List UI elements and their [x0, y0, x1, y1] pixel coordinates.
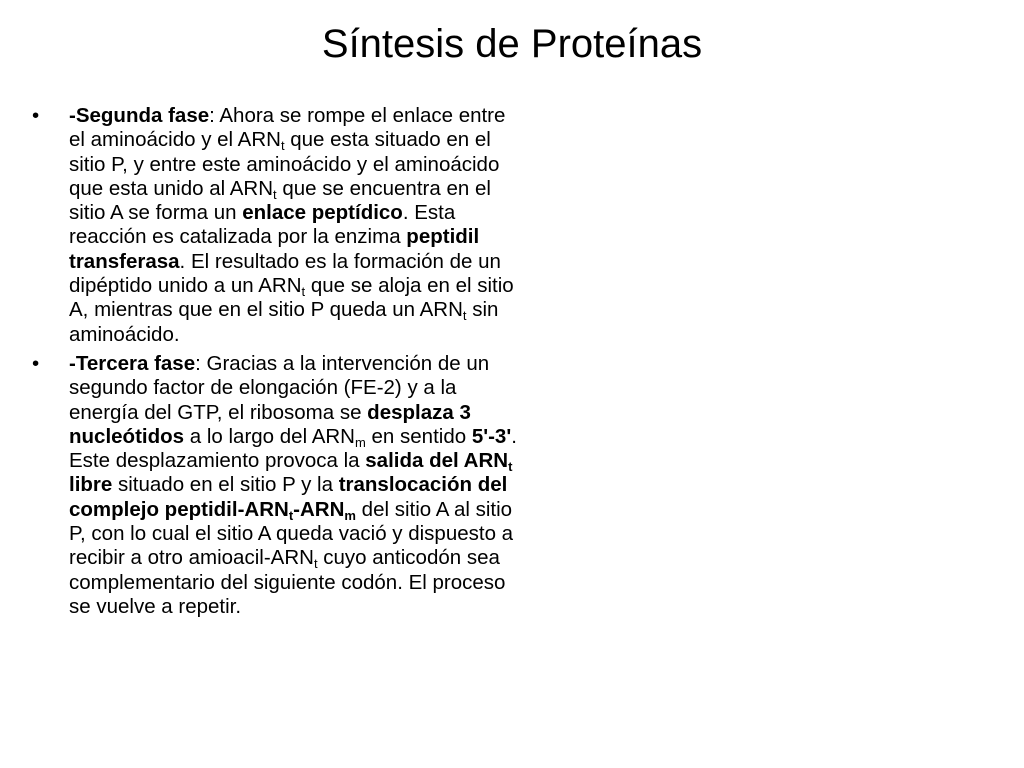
text-run: . Este desplazamiento provoca la: [69, 424, 517, 473]
text-run: en sentido: [365, 424, 472, 448]
bold-run: peptidil transferasa: [69, 225, 480, 273]
text-run: situado en el sitio P y la: [112, 473, 339, 497]
text-run: cuyo anticodón sea complementario del siguiente codón. El proceso se vuelve a repetir.: [69, 546, 506, 618]
bullet-text: [69, 352, 517, 618]
text-run: que esta situado en el sitio P, y entre este aminoácido y el aminoácido que esta unido al ARN: [69, 128, 500, 200]
bold-run: libre: [69, 473, 113, 497]
text-run: : Gracias a la intervención de un segundo factor de elongación (FE-2) y a la energía del GTP, el ribosoma se: [69, 351, 490, 424]
bold-run: enlace peptídico: [242, 201, 403, 225]
slide-title: Síntesis de Proteínas: [321, 22, 703, 66]
text-run: sin aminoácido.: [69, 298, 499, 346]
text-run: que se encuentra en el sitio A se forma un: [69, 176, 491, 225]
subscript-run: t: [462, 308, 467, 324]
bold-run: salida del ARN: [365, 449, 509, 473]
subscript-run: t: [508, 459, 513, 475]
text-run: : Ahora se rompe el enlace entre el aminoácido y el ARN: [69, 104, 506, 152]
text-run: del sitio A al sitio P, con lo cual el sitio A queda vació y dispuesto a recibir a otro amioacil-ARN: [69, 497, 514, 570]
bullet-item-tercera-fase: [32, 352, 522, 619]
bullet-item-segunda-fase: [32, 104, 522, 347]
bullet-dot-icon: •: [32, 351, 40, 375]
bullet-text: [69, 104, 514, 346]
subscript-run: t: [280, 138, 285, 154]
bold-run: desplaza 3 nucleótidos: [69, 400, 471, 448]
text-run: a lo largo del ARN: [184, 424, 355, 448]
bold-run: -Tercera fase: [69, 351, 196, 375]
text-run: . El resultado es la formación de un dipéptido unido a un ARN: [69, 249, 501, 298]
subscript-run: m: [344, 507, 356, 523]
bold-run: -Segunda fase: [69, 104, 210, 127]
subscript-run: t: [273, 186, 277, 202]
bullet-list: [32, 104, 522, 624]
subscript-run: t: [288, 507, 294, 523]
subscript-run: t: [313, 556, 318, 572]
text-run: que se aloja en el sitio A, mientras que en el sitio P queda un ARN: [69, 274, 514, 322]
bold-run: -ARN: [293, 497, 345, 521]
subscript-run: m: [354, 434, 366, 450]
subscript-run: t: [301, 284, 306, 300]
bold-run: 5'-3': [471, 424, 512, 448]
bullet-dot-icon: •: [32, 104, 40, 127]
bold-run: translocación del complejo peptidil-ARN: [69, 473, 508, 521]
text-run: . Esta reacción es catalizada por la enzima: [69, 201, 456, 249]
